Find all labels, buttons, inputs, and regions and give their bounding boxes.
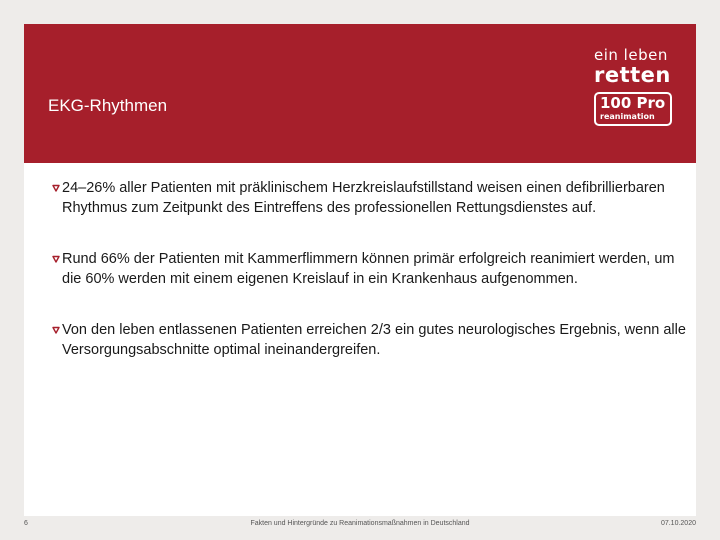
slide — [24, 24, 696, 516]
footer-date: 07.10.2020 — [660, 520, 696, 527]
slide-title: EKG-Rhythmen — [48, 96, 168, 115]
footer-text: Fakten und Hintergründe zu Reanimationsmaßnahmen in Deutschland — [250, 520, 470, 527]
logo-badge-top — [600, 95, 668, 112]
logo-badge-bottom: reanimation — [600, 112, 655, 121]
bullet-text: Von den leben entlassenen Patienten erreichen 2/3 ein gutes neurologisches Ergebnis, wenn alle Versorgungsabschnitte optimal ineinandergreifen. — [62, 322, 686, 358]
bullet-item — [52, 320, 692, 360]
bullet-item — [52, 249, 692, 289]
heart-bullet-icon — [52, 326, 60, 334]
logo — [594, 46, 684, 126]
header-banner — [24, 24, 696, 163]
logo-line-1: ein leben — [594, 46, 668, 64]
logo-badge — [594, 92, 672, 126]
logo-badge-top-text: 100 Pro — [600, 94, 666, 112]
bullet-item — [52, 178, 692, 218]
logo-line-2: retten — [594, 63, 671, 87]
bullet-list — [52, 178, 692, 391]
bullet-text: 24–26% aller Patienten mit präklinischem Herzkreislaufstillstand weisen einen defibrillierbaren Rhythmus zum Zeitpunkt des Eintreffens des professionellen Rettungsdienstes auf. — [62, 180, 665, 216]
page-number: 6 — [24, 520, 28, 527]
bullet-text: Rund 66% der Patienten mit Kammerflimmern können primär erfolgreich reanimiert werden, um die 60% werden mit einem eigenen Kreislauf in ein Krankenhaus aufgenommen. — [62, 251, 675, 287]
heart-bullet-icon — [52, 255, 60, 263]
heart-bullet-icon — [52, 184, 60, 192]
